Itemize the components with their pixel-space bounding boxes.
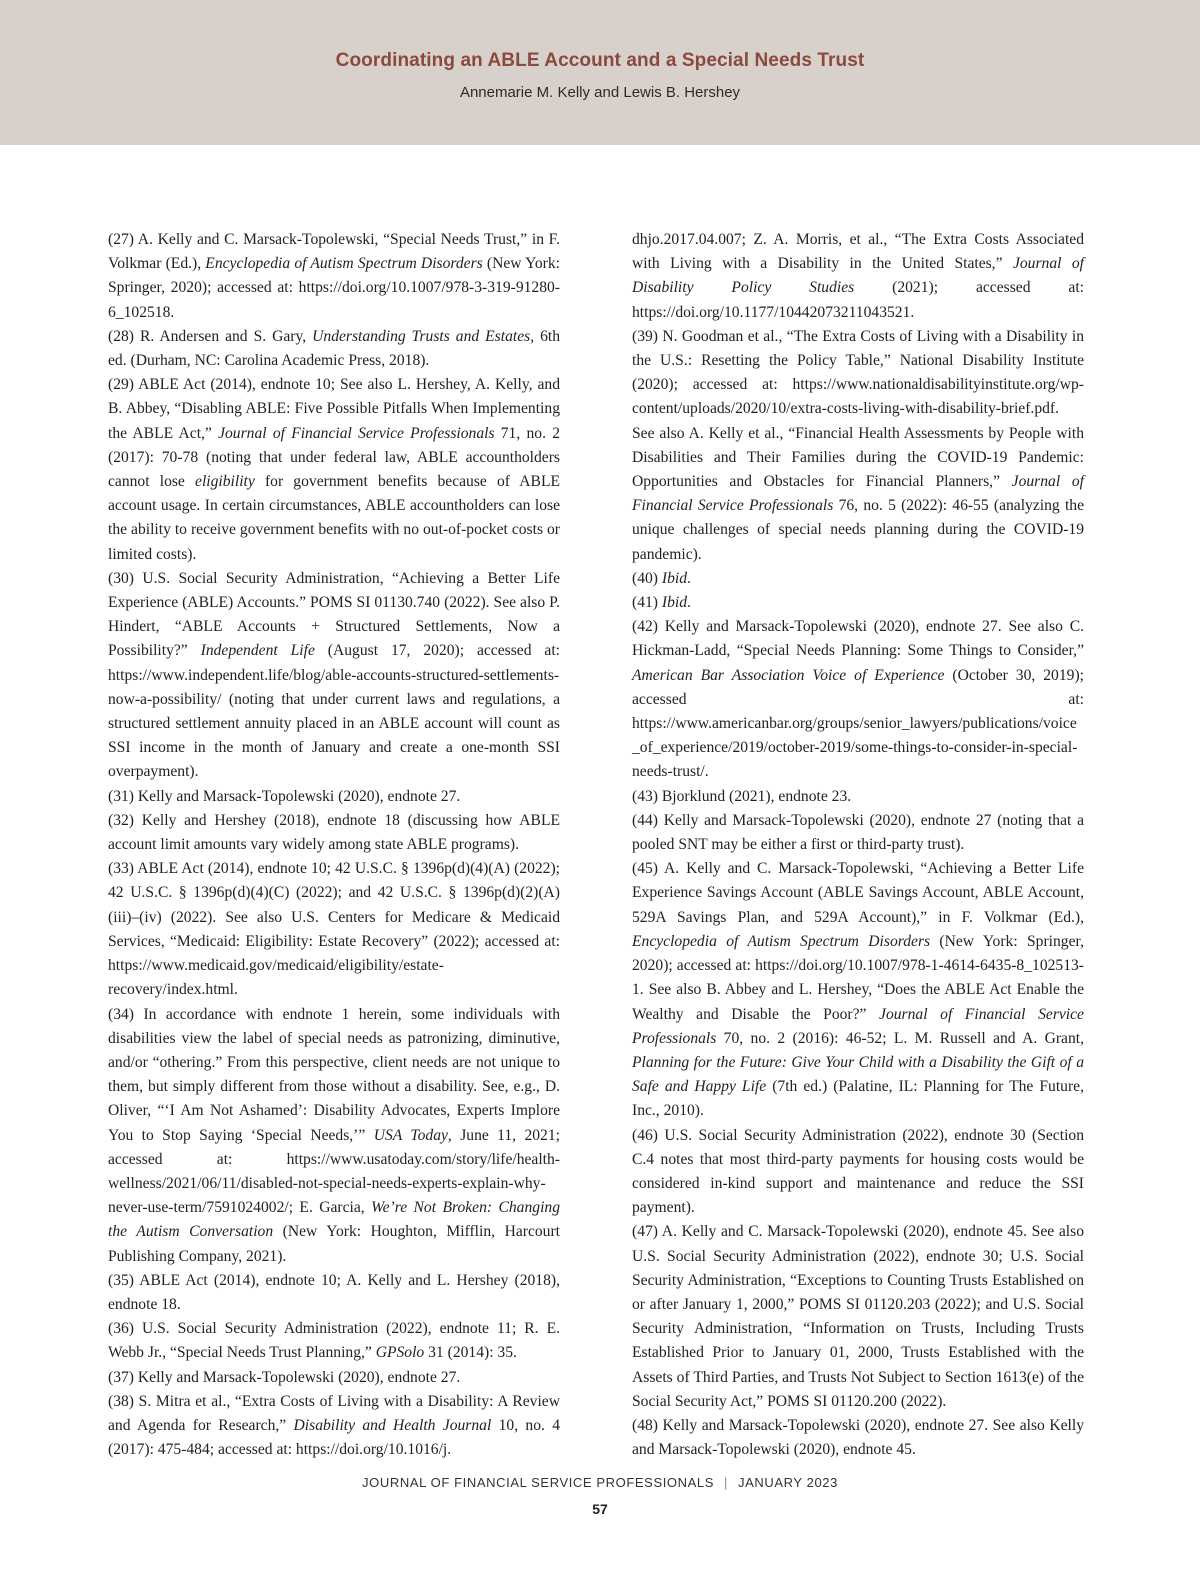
endnote [632,1124,1084,1221]
endnote-text: ABLE Act (2014), endnote 10; See also L. Hershey, A. Kelly, and B. Abbey, “Disabling ABLE: Five Possible Pitfalls When Implementing the ABLE Act,” [108,376,560,442]
endnote-text: A. Kelly and C. Marsack-Topolewski (2020), endnote 45. See also U.S. Social Security Administration (2022), endnote 30; U.S. Social Security Administration, “Exceptions to Counting Trusts Established on or after January 1, 2000,” POMS SI 01120.203 (2022); and U.S. Social Security Administration, “Information on Trusts, Including Trusts Established Prior to January 01, 2000, Trusts Established with the Assets of Third Parties, and Trusts Not Subject to Section 1613(e) of the Social Security Act,” POMS SI 01120.200 (2022). [632,1223,1084,1410]
endnote [632,857,1084,1123]
endnote-text: ABLE Act (2014), endnote 10; A. Kelly and L. Hershey (2018), endnote 18. [108,1271,560,1313]
endnote-number: (28) [108,327,134,345]
article-title: Coordinating an ABLE Account and a Special Needs Trust [335,50,865,71]
endnote [108,785,560,809]
endnote [632,567,1084,591]
endnote-italic-text: Encyclopedia of Autism Spectrum Disorders [205,255,483,273]
endnote-text: U.S. Social Security Administration (2022), endnote 30 (Section C.4 notes that most third-party payments for housing costs would be considered in-kind support and maintenance and reduce the SSI payment). [632,1126,1084,1217]
header-band [0,0,1200,145]
footer-journal-name: JOURNAL OF FINANCIAL SERVICE PROFESSIONALS [362,1475,715,1490]
endnote-number: (44) [632,811,658,829]
footer-running-head [0,1475,1200,1490]
endnote-text: Kelly and Marsack-Topolewski (2020), endnote 27 (noting that a pooled SNT may be either a first or third-party trust). [632,811,1084,854]
endnote-text: (August 17, 2020); accessed at: https://www.independent.life/blog/able-accounts-structured-settlements-now-a-possibility/ (noting that under current laws and regulations, a structured settlement annuity placed in an ABLE account will count as SSI income in the month of January and create a one-month SSI overpayment). [108,642,560,781]
endnote [632,785,1084,809]
endnote [108,857,560,1002]
endnote-italic-text: American Bar Association Voice of Experience [632,666,945,684]
endnote-italic-text: GPSolo [375,1344,425,1362]
endnote-text: (7th ed.) (Palatine, IL: Planning for The Future, Inc., 2010). [632,1078,1084,1120]
endnote-text: N. Goodman et al., “The Extra Costs of Living with a Disability in the U.S.: Resetting the Policy Table,” National Disability Institute (2020); accessed at: https://www.nationaldisabilityinstitute.org/wp-content/uploads/2020/10/extra-costs-living-with-disability-brief.pdf. See also A. Kelly et al., “Financial Health Assessments by People with Disabilities and Their Families during the COVID-19 Pandemic: Opportunities and Obstacles for Financial Planners,” [632,327,1084,491]
endnote-number: (35) [108,1271,134,1289]
endnote [108,228,560,325]
endnote [108,1003,560,1269]
endnote-number: (48) [632,1416,658,1434]
endnote-text: U.S. Social Security Administration, “Achieving a Better Life Experience (ABLE) Accounts.” POMS SI 01130.740 (2022). See also P. Hindert, “ABLE Accounts + Structured Settlements, Now a Possibility?” [108,569,560,660]
endnote-italic-text: USA Today [373,1126,448,1144]
endnote [108,373,560,567]
endnote-text: R. Andersen and S. Gary, [133,327,313,345]
endnote-text: (October 30, 2019); accessed at: https://www.americanbar.org/groups/senior_lawyers/publications/voice_of_experience/2019/october-2019/some-things-to-consider-in-special-needs-trust/. [632,666,1084,781]
endnote-text: (New York: Springer, 2020); accessed at: https://doi.org/10.1007/978-1-4614-6435-8_102513-1. See also B. Abbey and L. Hershey, “Does the ABLE Act Enable the Wealthy and Disable the Poor?” [632,932,1084,1023]
endnote-number: (36) [108,1320,134,1338]
endnote-number: (34) [108,1005,134,1023]
endnote [108,1317,560,1365]
article-authors: Annemarie M. Kelly and Lewis B. Hershey [459,84,741,101]
endnote-text: . [687,594,691,612]
endnote-italic-text: Planning for the Future: Give Your Child with a Disability the Gift of a Safe and Happy Life [632,1053,1084,1096]
endnote [108,325,560,373]
endnote-text: Kelly and Marsack-Topolewski (2020), endnote 27. See also Kelly and Marsack-Topolewski (2020), endnote 45. [632,1416,1084,1459]
endnote-text: 71, no. 2 (2017): 70-78 (noting that under federal law, ABLE accountholders cannot lose [108,424,560,491]
endnote-italic-text: We’re Not Broken: Changing the Autism Conversation [108,1199,560,1241]
endnote-italic-text: Encyclopedia of Autism Spectrum Disorders [632,932,931,950]
endnote-number: (45) [632,860,658,878]
endnote-italic-text: Understanding Trusts and Estates [312,327,531,345]
endnote-number: (32) [108,811,134,829]
endnote-italic-text: Journal of Disability Policy Studies [632,255,1084,297]
endnote [632,615,1084,784]
endnote-text: ABLE Act (2014), endnote 10; 42 U.S.C. § 1396p(d)(4)(A) (2022); 42 U.S.C. § 1396p(d)(4)(C) (2022); and 42 U.S.C. § 1396p(d)(2)(A)(iii)–(iv) (2022). See also U.S. Centers for Medicare & Medicaid Services, “Medicaid: Eligibility: Estate Recovery” (2022); accessed at: https://www.medicaid.gov/medicaid/eligibility/estate-recovery/index.html. [108,860,560,999]
page-number: 57 [592,1501,608,1517]
endnote-italic-text: Independent Life [200,642,315,660]
footer-separator: | [724,1475,728,1490]
endnote-text: 70, no. 2 (2016): 46-52; L. M. Russell and A. Grant, [716,1029,1084,1047]
endnotes-left-column [108,228,560,1462]
endnote-number: (33) [108,860,134,878]
endnote-text: (New York: Springer, 2020); accessed at: https://doi.org/10.1007/978-3-319-91280-6_102518. [108,255,560,321]
endnote-text: (New York: Houghton, Mifflin, Harcourt Publishing Company, 2021). [108,1223,560,1265]
endnote-text: 76, no. 5 (2022): 46-55 (analyzing the unique challenges of special needs planning during the COVID-19 pandemic). [632,497,1085,563]
endnote-number: (38) [108,1392,134,1410]
endnote-text: A. Kelly and C. Marsack-Topolewski, “Special Needs Trust,” in F. Volkmar (Ed.), [108,231,560,273]
endnote-text: Kelly and Marsack-Topolewski (2020), endnote 27. [133,1368,461,1386]
endnote [108,1366,560,1390]
endnote-text: . [687,569,691,587]
endnote [632,591,1084,615]
endnote-text: A. Kelly and C. Marsack-Topolewski, “Achieving a Better Life Experience Savings Account (ABLE Savings Account, ABLE Account, 529A Savings Plan, and 529A Account),” in F. Volkmar (Ed.), [632,860,1084,926]
endnote-italic-text: Journal of Financial Service Professionals [218,424,495,442]
endnote-number: (37) [108,1368,134,1386]
endnote-text: Kelly and Marsack-Topolewski (2020), endnote 27. [133,787,461,805]
endnote-italic-text: eligibility [195,473,255,491]
endnote-text: dhjo.2017.04.007; Z. A. Morris, et al., “The Extra Costs Associated with Living with a Disability in the United States,” [632,231,1084,273]
endnote-number: (30) [108,569,134,587]
endnote [632,1220,1084,1414]
endnote-italic-text: Journal of Financial Service Professionals [632,1005,1084,1047]
endnote-text: Kelly and Hershey (2018), endnote 18 (discussing how ABLE account limit amounts vary widely among state ABLE programs). [108,811,560,854]
endnote-text: Bjorklund (2021), endnote 23. [657,787,852,805]
endnote-text: 10, no. 4 (2017): 475-484; accessed at: https://doi.org/10.1016/j. [108,1416,561,1459]
footer-issue-date: JANUARY 2023 [738,1475,838,1490]
endnote [108,567,560,785]
endnote-text: U.S. Social Security Administration (2022), endnote 11; R. E. Webb Jr., “Special Needs Trust Planning,” [108,1320,560,1362]
endnote-text: for government benefits because of ABLE account usage. In certain circumstances, ABLE accountholders can lose the ability to receive government benefits with no out-of-pocket costs or limited costs). [108,473,561,563]
endnote-text: 31 (2014): 35. [424,1344,517,1362]
endnote-number: (43) [632,787,658,805]
endnote-text: , June 11, 2021; accessed at: https://www.usatoday.com/story/life/health-wellness/2021/06/11/disabled-not-special-needs-experts-explain-why-never-use-term/7591024002/; E. Garcia, [108,1126,560,1217]
endnote-text: (2021); accessed at: https://doi.org/10.1177/10442073211043521. [632,279,1084,321]
endnote [108,1390,560,1463]
endnote [108,809,560,857]
endnote [632,228,1084,325]
endnote-number: (27) [108,231,134,248]
endnote-text: Kelly and Marsack-Topolewski (2020), endnote 27. See also C. Hickman-Ladd, “Special Needs Planning: Some Things to Consider,” [632,618,1084,660]
endnote-italic-text: Ibid [661,569,688,587]
endnote-italic-text: Journal of Financial Service Professionals [632,473,1084,515]
endnote-number: (41) [632,594,658,612]
endnote-number: (40) [632,569,658,587]
endnote-italic-text: Disability and Health Journal [293,1416,492,1434]
endnote-number: (31) [108,787,134,805]
endnote-italic-text: Ibid [661,594,688,612]
endnote [632,809,1084,857]
endnote-number: (42) [632,618,658,636]
endnote [108,1269,560,1317]
endnote-number: (39) [632,327,658,345]
endnote-text: , 6th ed. (Durham, NC: Carolina Academic Press, 2018). [108,327,560,370]
endnote-text: S. Mitra et al., “Extra Costs of Living with a Disability: A Review and Agenda for Research,” [108,1392,560,1434]
endnotes-right-column [632,228,1084,1462]
endnote-number: (47) [632,1223,658,1241]
endnote-number: (29) [108,376,134,394]
endnote-number: (46) [632,1126,658,1144]
endnote [632,325,1084,567]
endnote [632,1414,1084,1462]
endnote-text: In accordance with endnote 1 herein, some individuals with disabilities view the label of special needs as patronizing, diminutive, and/or “othering.” From this perspective, client needs are not unique to them, but simply different from those without a disability. See, e.g., D. Oliver, “‘I Am Not Ashamed’: Disability Advocates, Experts Implore You to Stop Saying ‘Special Needs,’” [108,1005,560,1144]
